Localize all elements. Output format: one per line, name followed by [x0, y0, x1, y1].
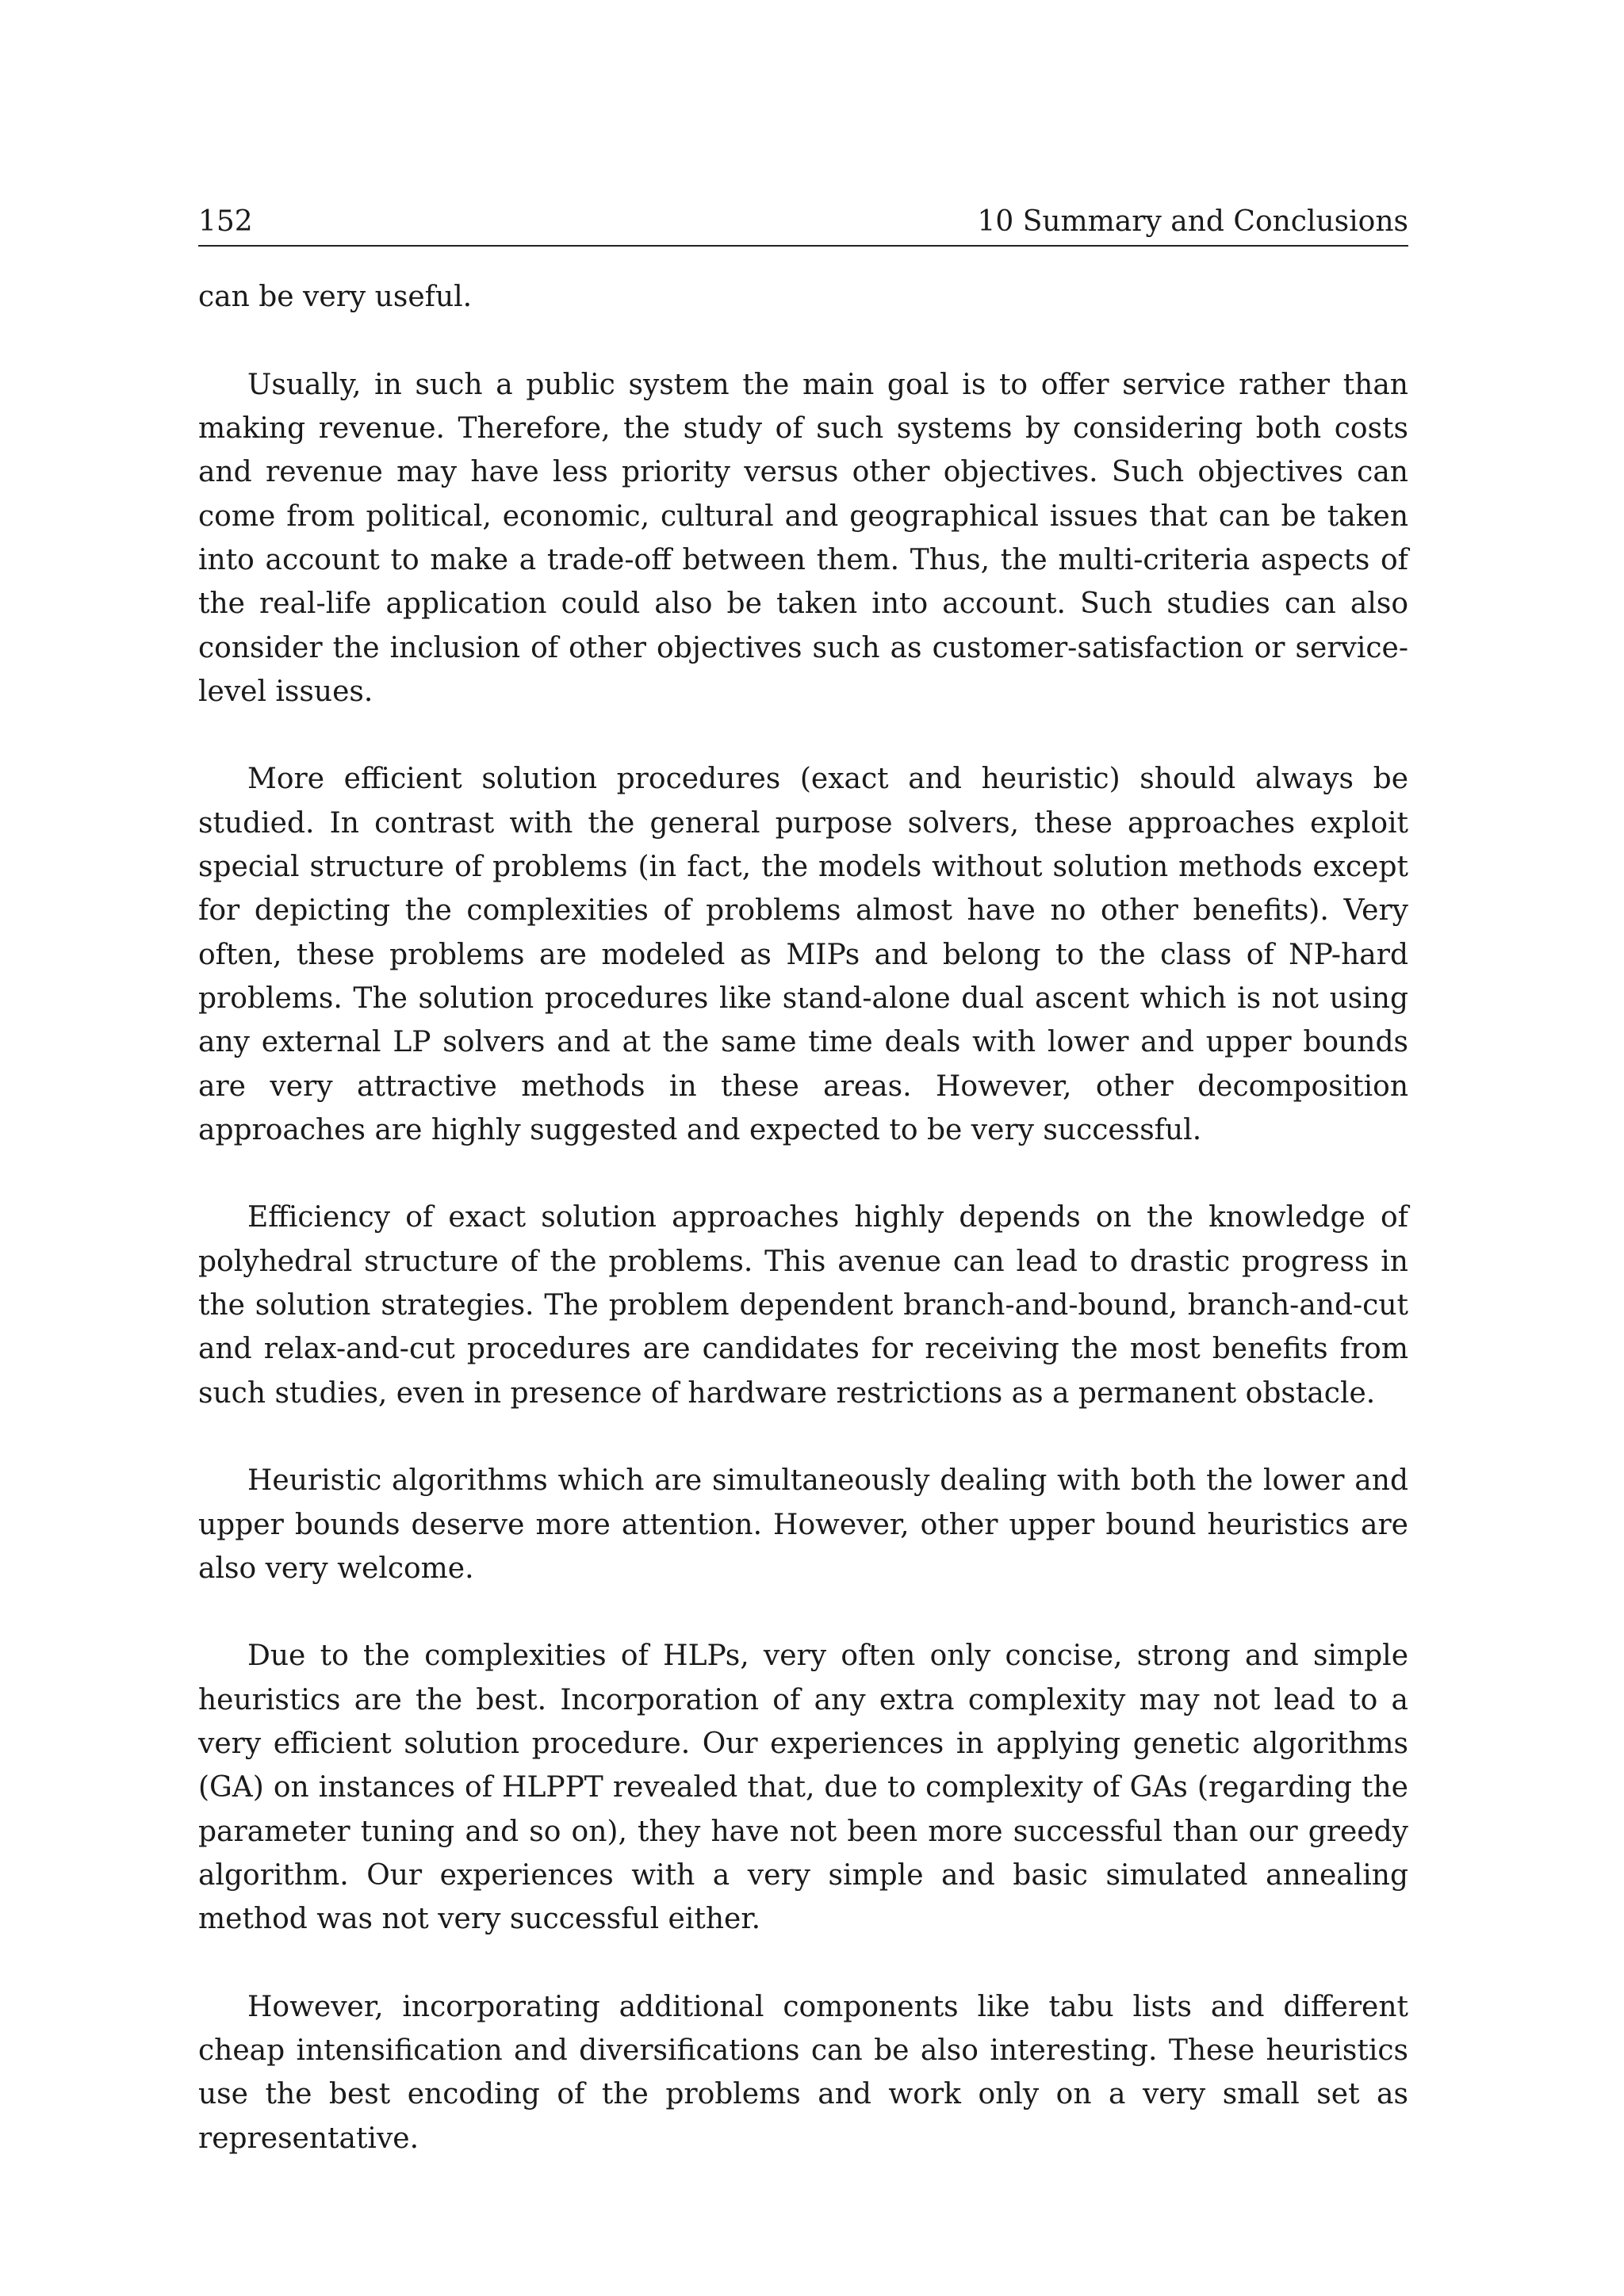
paragraph-public-system: Usually, in such a public system the main goal is to offer service rather than making revenue. Therefore, the study of such systems by considering both costs and revenue may have less priority versus other objectives. Such objectives can come from political, economic, cultural and geographical issues that can be taken into account to make a trade-off between them. Thus, the multi-criteria aspects of the real-life application could also be taken into account. Such studies can also consider the inclusion of other objectives such as customer-satisfaction or service-level issues.: [198, 368, 1408, 708]
running-header: [198, 205, 1408, 247]
page-number: 152: [198, 205, 253, 238]
paragraph-hlp-complexities: Due to the complexities of HLPs, very often only concise, strong and simple heuristics are the best. Incorporation of any extra complexity may not lead to a very efficient solution procedure. Our experiences in applying genetic algorithms (GA) on instances of HLPPT revealed that, due to complexity of GAs (regarding the parameter tuning and so on), they have not been more successful than our greedy algorithm. Our experiences with a very simple and basic simulated annealing method was not very successful either.: [198, 1640, 1408, 1936]
chapter-title: 10 Summary and Conclusions: [977, 205, 1408, 238]
page: [198, 205, 1408, 2160]
paragraph-tabu-lists: However, incorporating additional components like tabu lists and different cheap intensification and diversifications can be also interesting. These heuristics use the best encoding of the problems and work only on a very small set as representative.: [198, 1990, 1408, 2155]
paragraph-exact-approaches: Efficiency of exact solution approaches highly depends on the knowledge of polyhedral structure of the problems. This avenue can lead to drastic progress in the solution strategies. The problem dependent branch-and-bound, branch-and-cut and relax-and-cut procedures are candidates for receiving the most benefits from such studies, even in presence of hardware restrictions as a permanent obstacle.: [198, 1201, 1408, 1410]
body-text: [198, 275, 1408, 2160]
paragraph-solution-procedures: More efficient solution procedures (exact and heuristic) should always be studied. In contrast with the general purpose solvers, these approaches exploit special structure of problems (in fact, the models without solution methods except for depicting the complexities of problems almost have no other benefits). Very often, these problems are modeled as MIPs and belong to the class of NP-hard problems. The solution procedures like stand-alone dual ascent which is not using any external LP solvers and at the same time deals with lower and upper bounds are very attractive methods in these areas. However, other decomposition approaches are highly suggested and expected to be very successful.: [198, 763, 1408, 1146]
paragraph-heuristic-algorithms: Heuristic algorithms which are simultaneously dealing with both the lower and upper bounds deserve more attention. However, other upper bound heuristics are also very welcome.: [198, 1464, 1408, 1585]
paragraph-continued: can be very useful.: [198, 281, 473, 314]
